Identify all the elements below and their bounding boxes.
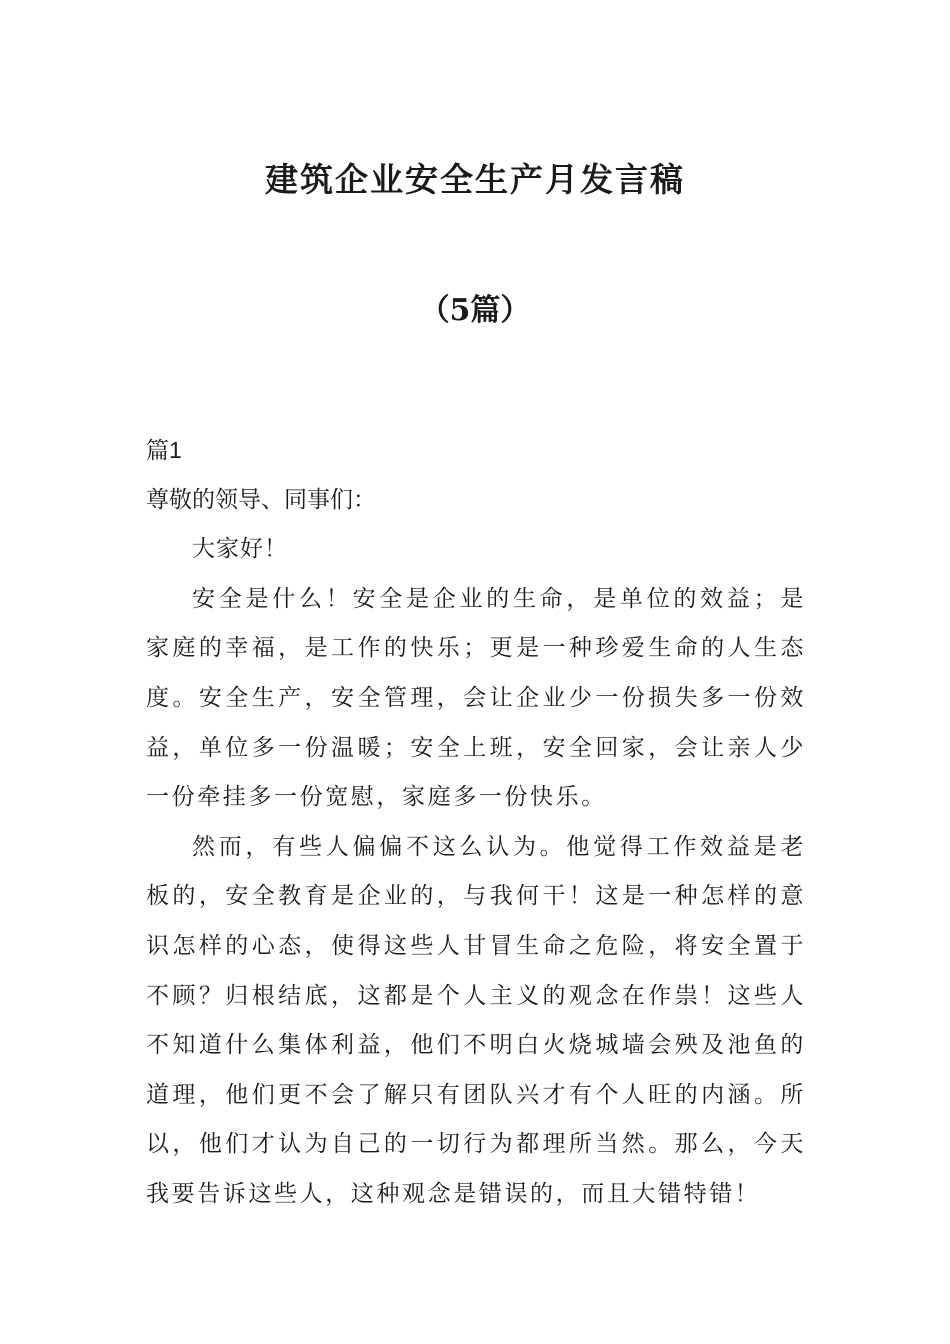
section-label: 篇1: [146, 437, 182, 463]
document-subtitle: （5篇）: [419, 293, 531, 328]
paragraph-1: 安全是什么！安全是企业的生命，是单位的效益；是家庭的幸福，是工作的快乐；更是一种珍爱生命的人生态度。安全生产，安全管理，会让企业少一份损失多一份效益，单位多一份温暖；安全上班，安全回家，会让亲人少一份牵挂多一份宽慰，家庭多一份快乐。: [146, 585, 806, 811]
paragraph-2: 然而，有些人偏偏不这么认为。他觉得工作效益是老板的，安全教育是企业的，与我何干！这是一种怎样的意识怎样的心态，使得这些人甘冒生命之危险，将安全置于不顾？归根结底，这都是个人主义的观念在作祟！这些人不知道什么集体利益，他们不明白火烧城墙会殃及池鱼的道理，他们更不会了解只有团队兴才有个人旺的内涵。所以，他们才认为自己的一切行为都理所当然。那么，今天我要告诉这些人，这种观念是错误的，而且大错特错！: [146, 833, 806, 1207]
salutation: 尊敬的领导、同事们：: [146, 486, 376, 513]
greeting: 大家好！: [192, 536, 288, 563]
document-title: 建筑企业安全生产月发言稿: [265, 160, 685, 199]
document-body: [146, 426, 806, 1220]
